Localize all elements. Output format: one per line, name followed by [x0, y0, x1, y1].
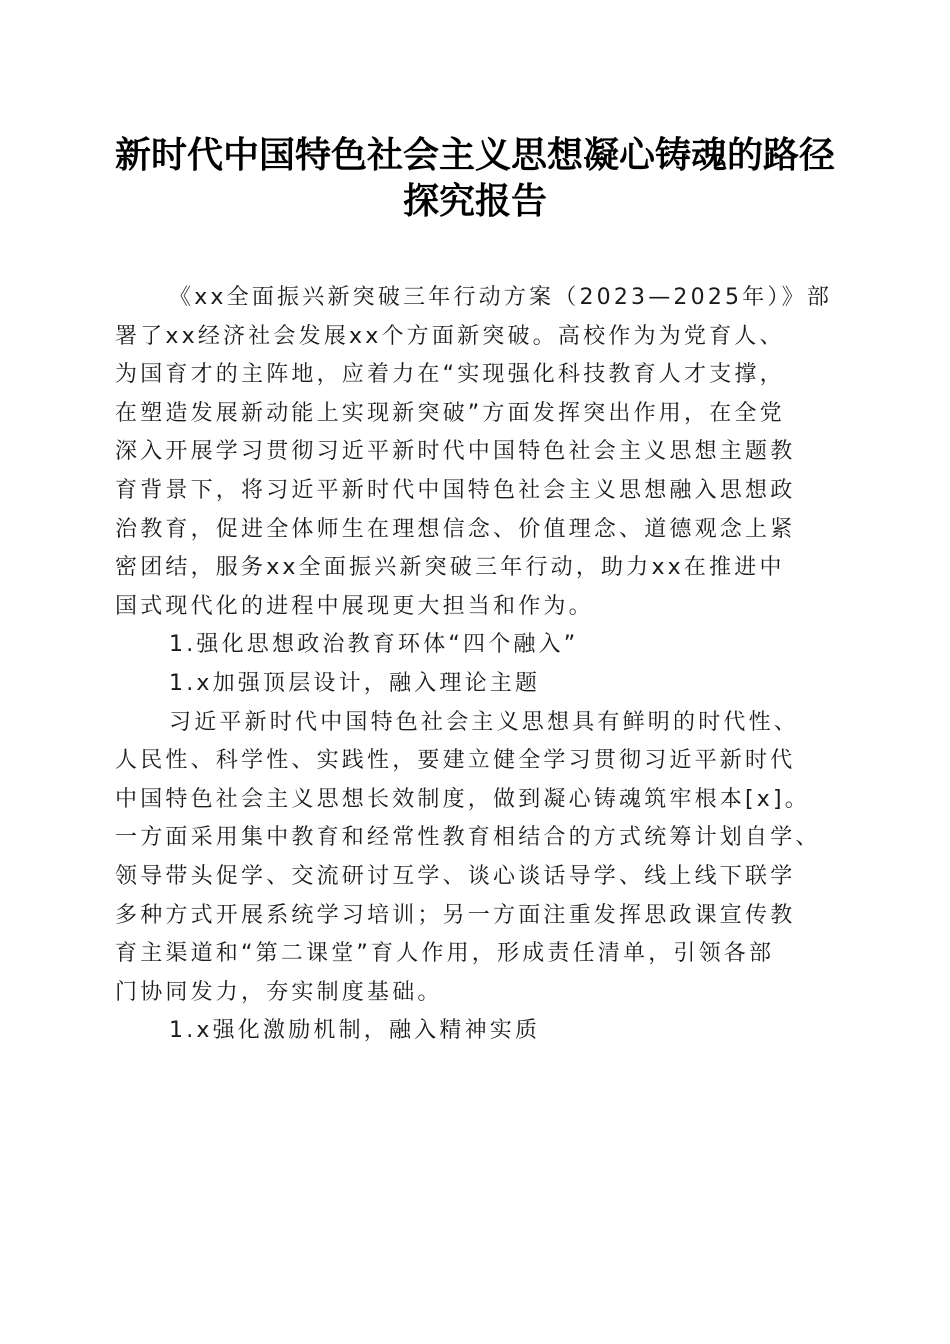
document-body [115, 279, 845, 1051]
paragraph-line: 在塑造发展新动能上实现新突破”方面发挥突出作用，在全党 [115, 400, 785, 426]
paragraph-line: 门协同发力，夯实制度基础。 [115, 979, 443, 1005]
subsection-heading-1-x-b: 1.x强化激励机制，融入精神实质 [169, 1018, 541, 1044]
intro-paragraph [115, 279, 845, 626]
paragraph-line: 国式现代化的进程中展现更大担当和作为。 [115, 593, 594, 619]
paragraph-line: 中国特色社会主义思想长效制度，做到凝心铸魂筑牢根本[x]。 [115, 786, 810, 812]
document-title [0, 132, 950, 224]
theory-paragraph [115, 704, 845, 1013]
paragraph-line: 署了xx经济社会发展xx个方面新突破。高校作为为党育人、 [115, 323, 785, 349]
paragraph-line: 多种方式开展系统学习培训；另一方面注重发挥思政课宣传教 [115, 902, 796, 928]
title-line-1: 新时代中国特色社会主义思想凝心铸魂的路径 [114, 134, 835, 176]
paragraph-line: 密团结，服务xx全面振兴新突破三年行动，助力xx在推进中 [115, 555, 785, 581]
paragraph-line: 育主渠道和“第二课堂”育人作用，形成责任清单，引领各部 [115, 941, 775, 967]
section-heading-1: 1.强化思想政治教育环体“四个融入” [169, 632, 579, 658]
paragraph-line: 领导带头促学、交流研讨互学、谈心谈话导学、线上线下联学 [115, 863, 796, 889]
paragraph-line: 深入开展学习贯彻习近平新时代中国特色社会主义思想主题教 [115, 439, 796, 465]
paragraph-line: 治教育，促进全体师生在理想信念、价值理念、道德观念上紧 [115, 516, 796, 542]
paragraph-line: 育背景下，将习近平新时代中国特色社会主义思想融入思想政 [115, 477, 796, 503]
paragraph-line: 人民性、科学性、实践性，要建立健全学习贯彻习近平新时代 [115, 748, 796, 774]
subsection-heading-1-x-a: 1.x加强顶层设计，融入理论主题 [169, 670, 541, 696]
paragraph-line: 习近平新时代中国特色社会主义思想具有鲜明的时代性、 [169, 709, 800, 735]
paragraph-line: 一方面采用集中教育和经常性教育相结合的方式统筹计划自学、 [115, 825, 821, 851]
paragraph-line: 为国育才的主阵地，应着力在“实现强化科技教育人才支撑， [115, 362, 785, 388]
paragraph-line: 《xx全面振兴新突破三年行动方案（2023—2025年）》部 [169, 285, 833, 310]
title-line-2: 探究报告 [402, 180, 547, 222]
